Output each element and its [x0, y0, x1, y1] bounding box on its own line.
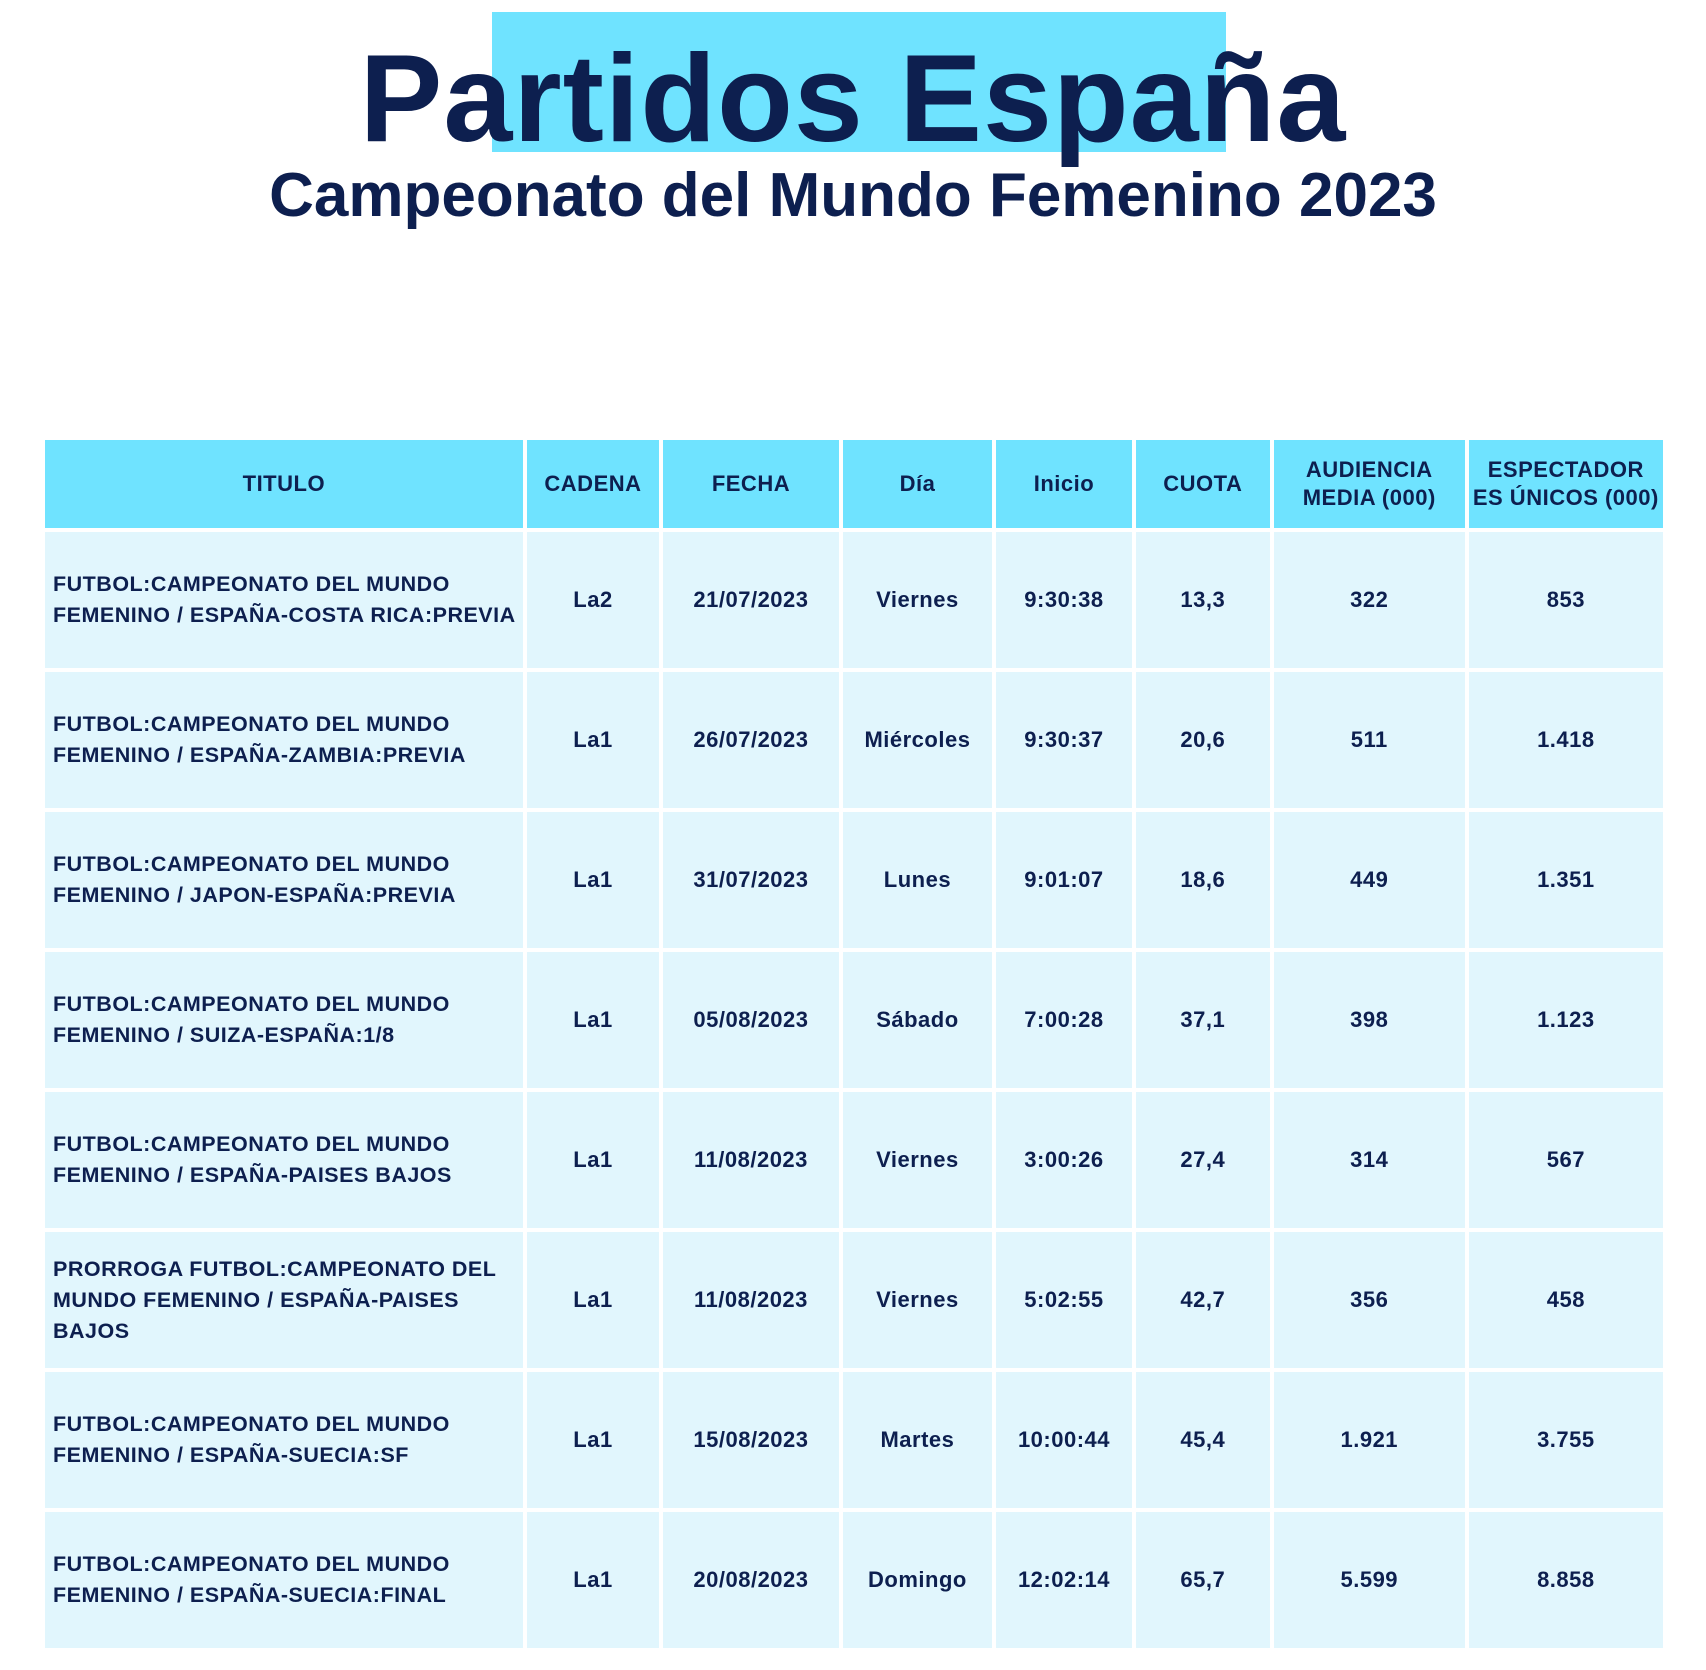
page-title: Partidos España	[359, 30, 1347, 168]
audience-table	[41, 436, 1667, 1652]
column-header-fecha: FECHA	[663, 440, 838, 528]
cell-cadena: La1	[527, 812, 660, 948]
cell-titulo: FUTBOL:CAMPEONATO DEL MUNDO FEMENINO / ESPAÑA-COSTA RICA:PREVIA	[45, 532, 523, 668]
cell-espectadores: 853	[1469, 532, 1663, 668]
column-header-cuota: CUOTA	[1136, 440, 1270, 528]
cell-dia: Viernes	[843, 532, 993, 668]
cell-inicio: 10:00:44	[996, 1372, 1132, 1508]
column-header-audiencia: AUDIENCIA MEDIA (000)	[1274, 440, 1465, 528]
cell-espectadores: 1.418	[1469, 672, 1663, 808]
cell-fecha: 05/08/2023	[663, 952, 838, 1088]
cell-inicio: 5:02:55	[996, 1232, 1132, 1368]
cell-audiencia: 314	[1274, 1092, 1465, 1228]
cell-dia: Domingo	[843, 1512, 993, 1648]
table-row	[45, 1372, 1663, 1508]
cell-cadena: La1	[527, 1372, 660, 1508]
cell-cadena: La1	[527, 1232, 660, 1368]
table-row	[45, 952, 1663, 1088]
cell-cadena: La1	[527, 952, 660, 1088]
cell-cuota: 37,1	[1136, 952, 1270, 1088]
cell-titulo: FUTBOL:CAMPEONATO DEL MUNDO FEMENINO / ESPAÑA-PAISES BAJOS	[45, 1092, 523, 1228]
cell-audiencia: 322	[1274, 532, 1465, 668]
cell-dia: Sábado	[843, 952, 993, 1088]
table-row	[45, 1232, 1663, 1368]
cell-cuota: 42,7	[1136, 1232, 1270, 1368]
column-header-titulo: TITULO	[45, 440, 523, 528]
cell-cuota: 13,3	[1136, 532, 1270, 668]
column-header-espectadores: ESPECTADOR ES ÚNICOS (000)	[1469, 440, 1663, 528]
cell-titulo: FUTBOL:CAMPEONATO DEL MUNDO FEMENINO / ESPAÑA-ZAMBIA:PREVIA	[45, 672, 523, 808]
page-subtitle: Campeonato del Mundo Femenino 2023	[269, 161, 1437, 230]
cell-audiencia: 449	[1274, 812, 1465, 948]
cell-audiencia: 356	[1274, 1232, 1465, 1368]
cell-dia: Miércoles	[843, 672, 993, 808]
cell-titulo: FUTBOL:CAMPEONATO DEL MUNDO FEMENINO / ESPAÑA-SUECIA:FINAL	[45, 1512, 523, 1648]
cell-inicio: 9:01:07	[996, 812, 1132, 948]
table-header-row	[45, 440, 1663, 528]
cell-cuota: 18,6	[1136, 812, 1270, 948]
cell-titulo: FUTBOL:CAMPEONATO DEL MUNDO FEMENINO / ESPAÑA-SUECIA:SF	[45, 1372, 523, 1508]
cell-cadena: La2	[527, 532, 660, 668]
cell-inicio: 3:00:26	[996, 1092, 1132, 1228]
cell-cadena: La1	[527, 672, 660, 808]
cell-espectadores: 458	[1469, 1232, 1663, 1368]
table-row	[45, 532, 1663, 668]
cell-inicio: 12:02:14	[996, 1512, 1132, 1648]
column-header-cadena: CADENA	[527, 440, 660, 528]
cell-dia: Lunes	[843, 812, 993, 948]
column-header-inicio: Inicio	[996, 440, 1132, 528]
cell-audiencia: 1.921	[1274, 1372, 1465, 1508]
cell-dia: Martes	[843, 1372, 993, 1508]
cell-dia: Viernes	[843, 1092, 993, 1228]
cell-inicio: 9:30:38	[996, 532, 1132, 668]
cell-fecha: 11/08/2023	[663, 1092, 838, 1228]
cell-cuota: 27,4	[1136, 1092, 1270, 1228]
cell-inicio: 9:30:37	[996, 672, 1132, 808]
cell-cadena: La1	[527, 1512, 660, 1648]
table-row	[45, 672, 1663, 808]
table-row	[45, 1092, 1663, 1228]
cell-fecha: 20/08/2023	[663, 1512, 838, 1648]
cell-audiencia: 5.599	[1274, 1512, 1465, 1648]
cell-fecha: 31/07/2023	[663, 812, 838, 948]
cell-audiencia: 398	[1274, 952, 1465, 1088]
table-row	[45, 1512, 1663, 1648]
cell-titulo: PRORROGA FUTBOL:CAMPEONATO DEL MUNDO FEMENINO / ESPAÑA-PAISES BAJOS	[45, 1232, 523, 1368]
cell-fecha: 15/08/2023	[663, 1372, 838, 1508]
cell-fecha: 11/08/2023	[663, 1232, 838, 1368]
cell-espectadores: 1.123	[1469, 952, 1663, 1088]
column-header-dia: Día	[843, 440, 993, 528]
cell-cadena: La1	[527, 1092, 660, 1228]
table-row	[45, 812, 1663, 948]
cell-inicio: 7:00:28	[996, 952, 1132, 1088]
cell-titulo: FUTBOL:CAMPEONATO DEL MUNDO FEMENINO / SUIZA-ESPAÑA:1/8	[45, 952, 523, 1088]
cell-espectadores: 567	[1469, 1092, 1663, 1228]
cell-cuota: 45,4	[1136, 1372, 1270, 1508]
cell-fecha: 21/07/2023	[663, 532, 838, 668]
cell-titulo: FUTBOL:CAMPEONATO DEL MUNDO FEMENINO / JAPON-ESPAÑA:PREVIA	[45, 812, 523, 948]
cell-audiencia: 511	[1274, 672, 1465, 808]
cell-cuota: 20,6	[1136, 672, 1270, 808]
cell-espectadores: 1.351	[1469, 812, 1663, 948]
cell-dia: Viernes	[843, 1232, 993, 1368]
cell-fecha: 26/07/2023	[663, 672, 838, 808]
cell-espectadores: 8.858	[1469, 1512, 1663, 1648]
cell-cuota: 65,7	[1136, 1512, 1270, 1648]
cell-espectadores: 3.755	[1469, 1372, 1663, 1508]
